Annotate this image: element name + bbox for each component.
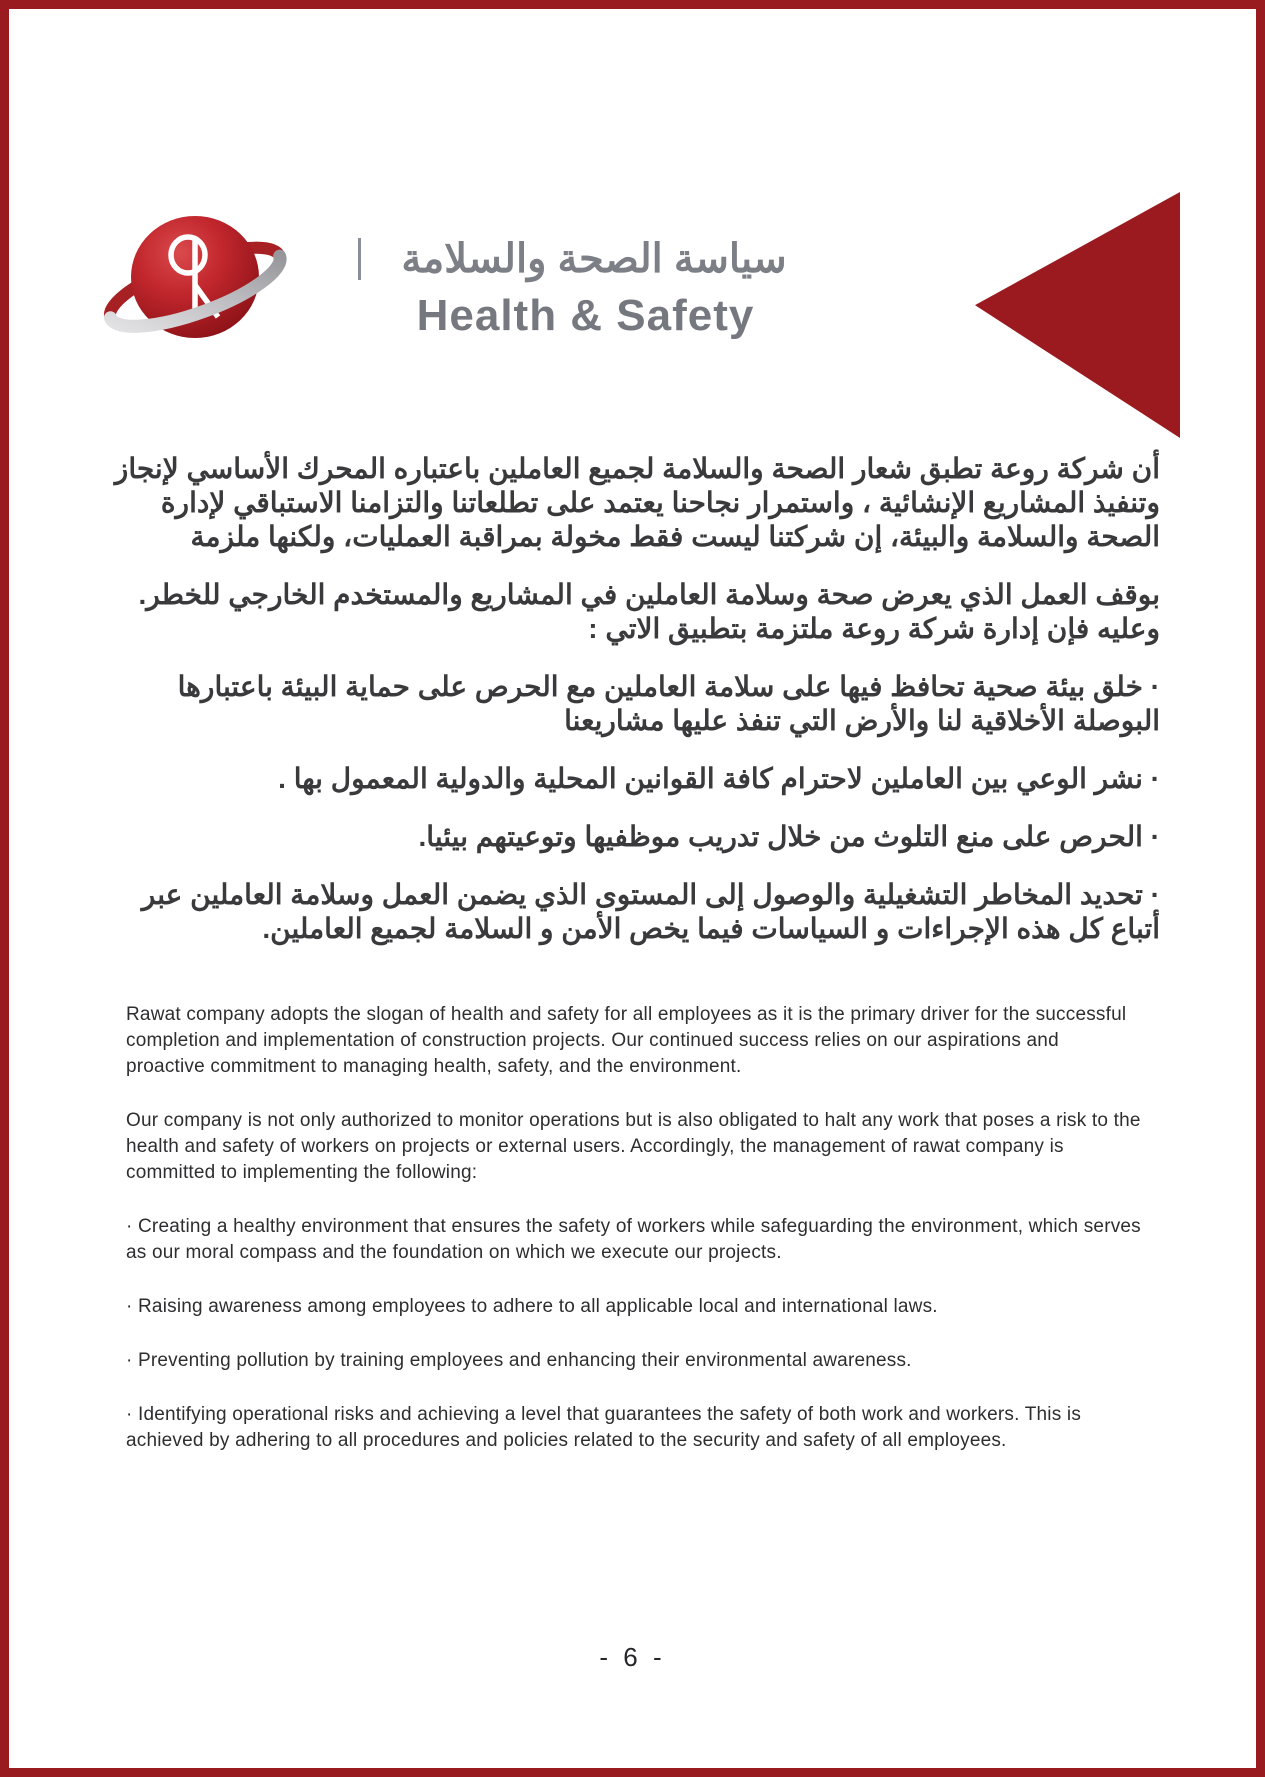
english-policy-section — [126, 1002, 1141, 1482]
arabic-bullet-4: · تحديد المخاطر التشغيلية والوصول إلى المستوى الذي يضمن العمل وسلامة العاملين عبر أتباع كل هذه الإجراءات و السياسات فيما يخص الأمن و السلامة لجميع العاملين. — [141, 879, 1160, 944]
english-paragraph-1: Rawat company adopts the slogan of health and safety for all employees as it is the primary driver for the successful completion and implementation of construction projects. Our continued success relies on our aspirations and proactive commitment to managing health, safety, and the environment. — [126, 1004, 1127, 1077]
page-title-arabic: سياسة الصحة والسلامة — [401, 237, 787, 281]
company-logo-icon — [100, 205, 290, 360]
page-header — [358, 236, 813, 338]
english-paragraph-2: Our company is not only authorized to monitor operations but is also obligated to halt any work that poses a risk to the health and safety of workers on projects or external users. Accordingly, the management of rawat company is committed to implementing the following: — [126, 1110, 1141, 1183]
english-bullet-3: · Preventing pollution by training employees and enhancing their environmental awareness. — [126, 1350, 912, 1371]
red-triangle-decoration — [975, 192, 1180, 438]
english-bullet-4: · Identifying operational risks and achieving a level that guarantees the safety of both work and workers. This is achieved by adhering to all procedures and policies related to the security and safety of all employees. — [126, 1404, 1082, 1451]
arabic-policy-section — [105, 452, 1160, 970]
page-number: - 6 - — [599, 1642, 666, 1672]
arabic-paragraph-1: أن شركة روعة تطبق شعار الصحة والسلامة لجميع العاملين باعتباره المحرك الأساسي لإنجاز وتنفيذ المشاريع الإنشائية ، واستمرار نجاحنا يعتمد على تطلعاتنا والتزامنا الاستباقي لإدارة الصحة والسلامة والبيئة، إن شركتنا ليست فقط مخولة بمراقبة العمليات، ولكنها ملزمة — [114, 453, 1160, 552]
arabic-paragraph-2: بوقف العمل الذي يعرض صحة وسلامة العاملين في المشاريع والمستخدم الخارجي للخطر. وعليه فإن إدارة شركة روعة ملتزمة بتطبيق الاتي : — [138, 579, 1160, 644]
english-bullet-2: · Raising awareness among employees to adhere to all applicable local and international laws. — [126, 1296, 938, 1317]
arabic-title-row — [358, 236, 813, 282]
english-bullet-1: · Creating a healthy environment that ensures the safety of workers while safeguarding the environment, which serves as our moral compass and the foundation on which we execute our projects. — [126, 1216, 1141, 1263]
title-divider-bar — [358, 238, 361, 280]
arabic-bullet-2: · نشر الوعي بين العاملين لاحترام كافة القوانين المحلية والدولية المعمول بها . — [278, 763, 1160, 794]
page-title-english: Health & Safety — [416, 291, 755, 340]
arabic-bullet-3: · الحرص على منع التلوث من خلال تدريب موظفيها وتوعيتهم بيئيا. — [418, 821, 1160, 852]
arabic-bullet-1: · خلق بيئة صحية تحافظ فيها على سلامة العاملين مع الحرص على حماية البيئة باعتبارها البوصلة الأخلاقية لنا والأرض التي تنفذ عليها مشاريعنا — [177, 671, 1160, 736]
